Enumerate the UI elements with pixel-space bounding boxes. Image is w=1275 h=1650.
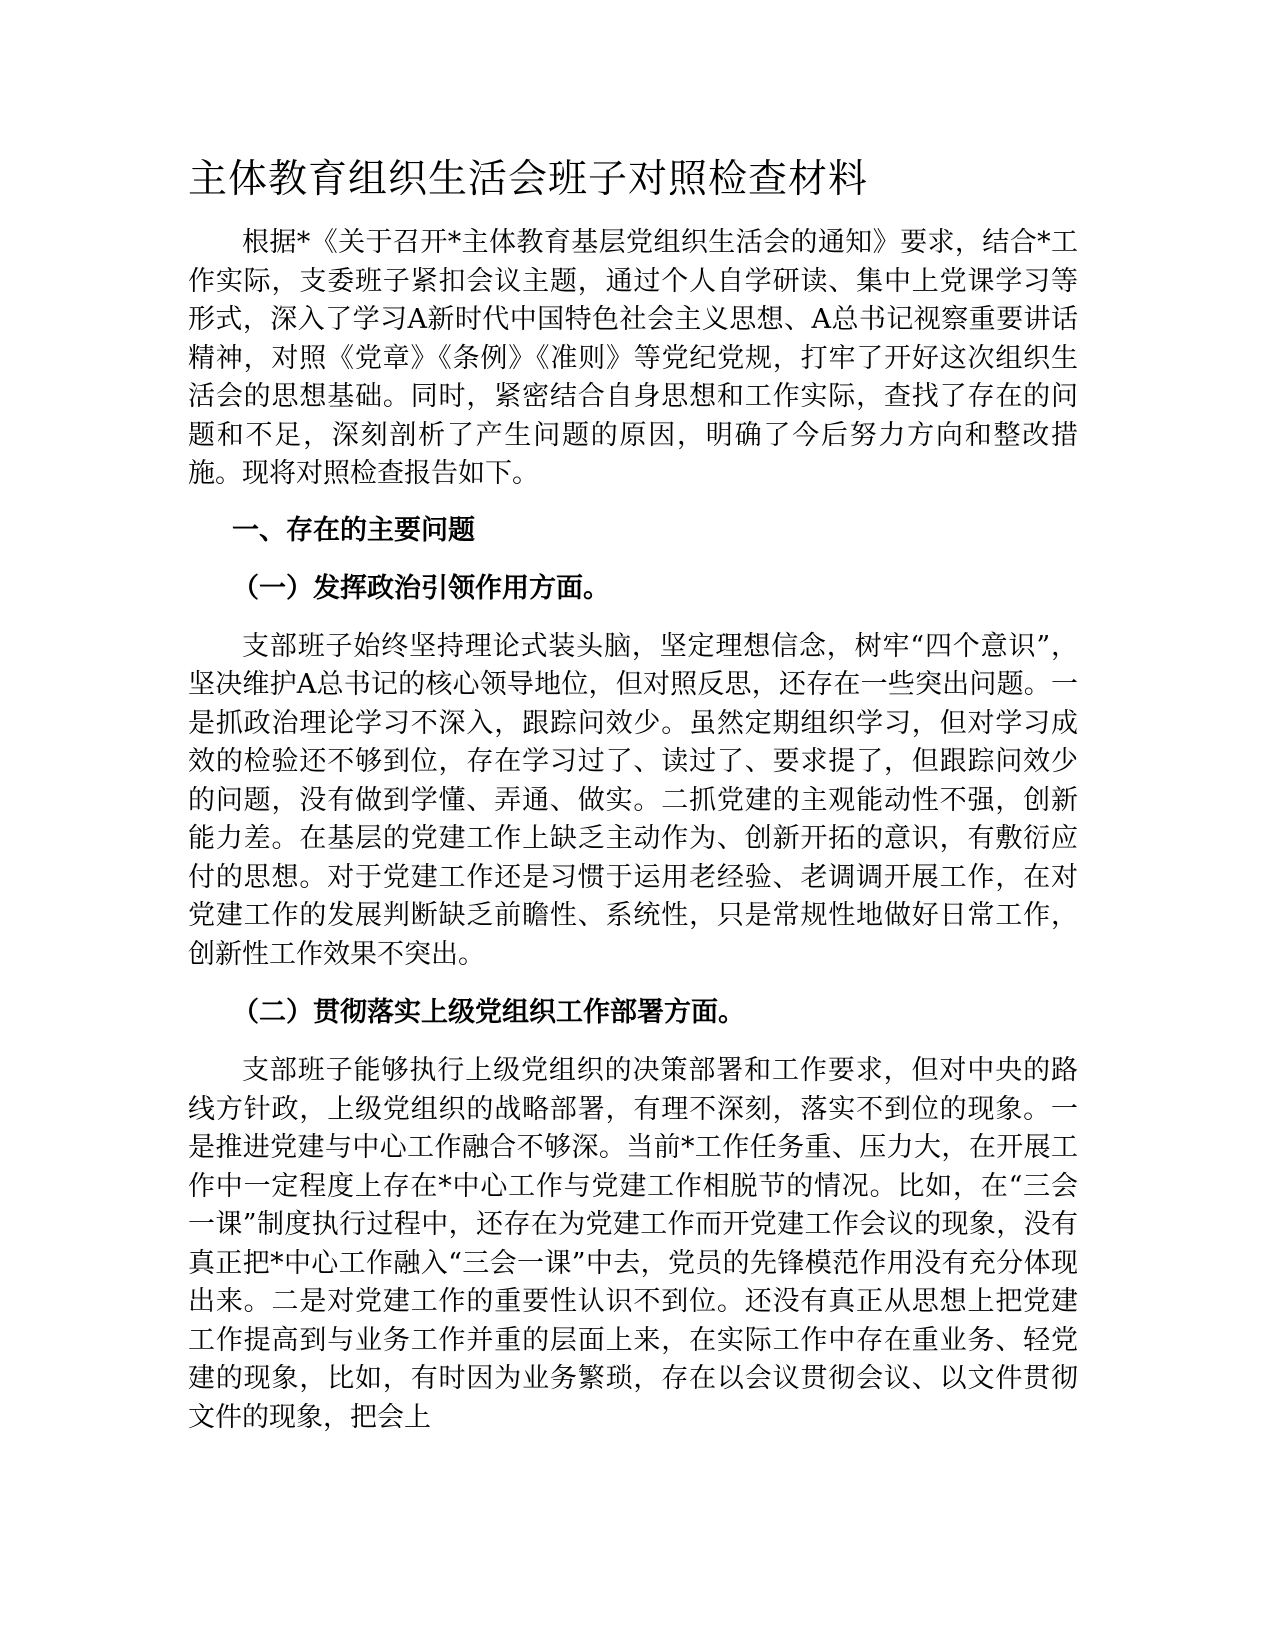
intro-paragraph: 根据*《关于召开*主体教育基层党组织生活会的通知》要求，结合*工作实际，支委班子紧扣会议主题，通过个人自学研读、集中上党课学习等形式，深入了学习A新时代中国特色社会主义思想、A总书记视察重要讲话精神，对照《党章》《条例》《准则》等党纪党规，打牢了开好这次组织生活会的思想基础。同时，紧密结合自身思想和工作实际，查找了存在的问题和不足，深刻剖析了产生问题的原因，明确了今后努力方向和整改措施。现将对照检查报告如下。 <box>188 227 1078 489</box>
document-body <box>188 150 1078 1437</box>
subsection-heading-implementation: （二）贯彻落实上级党组织工作部署方面。 <box>232 997 745 1028</box>
subsection-paragraph-political-leadership: 支部班子始终坚持理论式装头脑，坚定理想信念，树牢“四个意识”，坚决维护A总书记的核心领导地位，但对照反思，还存在一些突出问题。一是抓政治理论学习不深入，跟踪问效少。虽然定期组织学习，但对学习成效的检验还不够到位，存在学习过了、读过了、要求提了，但跟踪问效少的问题，没有做到学懂、弄通、做实。二抓党建的主观能动性不强，创新能力差。在基层的党建工作上缺乏主动作为、创新开拓的意识，有敷衍应付的思想。对于党建工作还是习惯于运用老经验、老调调开展工作，在对党建工作的发展判断缺乏前瞻性、系统性，只是常规性地做好日常工作，创新性工作效果不突出。 <box>188 630 1078 970</box>
subsection-heading-political-leadership: （一）发挥政治引领作用方面。 <box>232 572 610 604</box>
document-title: 主体教育组织生活会班子对照检查材料 <box>188 157 869 202</box>
section-heading-problems: 一、存在的主要问题 <box>232 514 475 546</box>
subsection-paragraph-implementation: 支部班子能够执行上级党组织的决策部署和工作要求，但对中央的路线方针政，上级党组织的战略部署，有理不深刻，落实不到位的现象。一是推进党建与中心工作融合不够深。当前*工作任务重、压力大，在开展工作中一定程度上存在*中心工作与党建工作相脱节的情况。比如，在“三会一课”制度执行过程中，还存在为党建工作而开党建工作会议的现象，没有真正把*中心工作融入“三会一课”中去，党员的先锋模范作用没有充分体现出来。二是对党建工作的重要性认识不到位。还没有真正从思想上把党建工作提高到与业务工作并重的层面上来，在实际工作中存在重业务、轻党建的现象，比如，有时因为业务繁琐，存在以会议贯彻会议、以文件贯彻文件的现象，把会上 <box>188 1055 1078 1433</box>
